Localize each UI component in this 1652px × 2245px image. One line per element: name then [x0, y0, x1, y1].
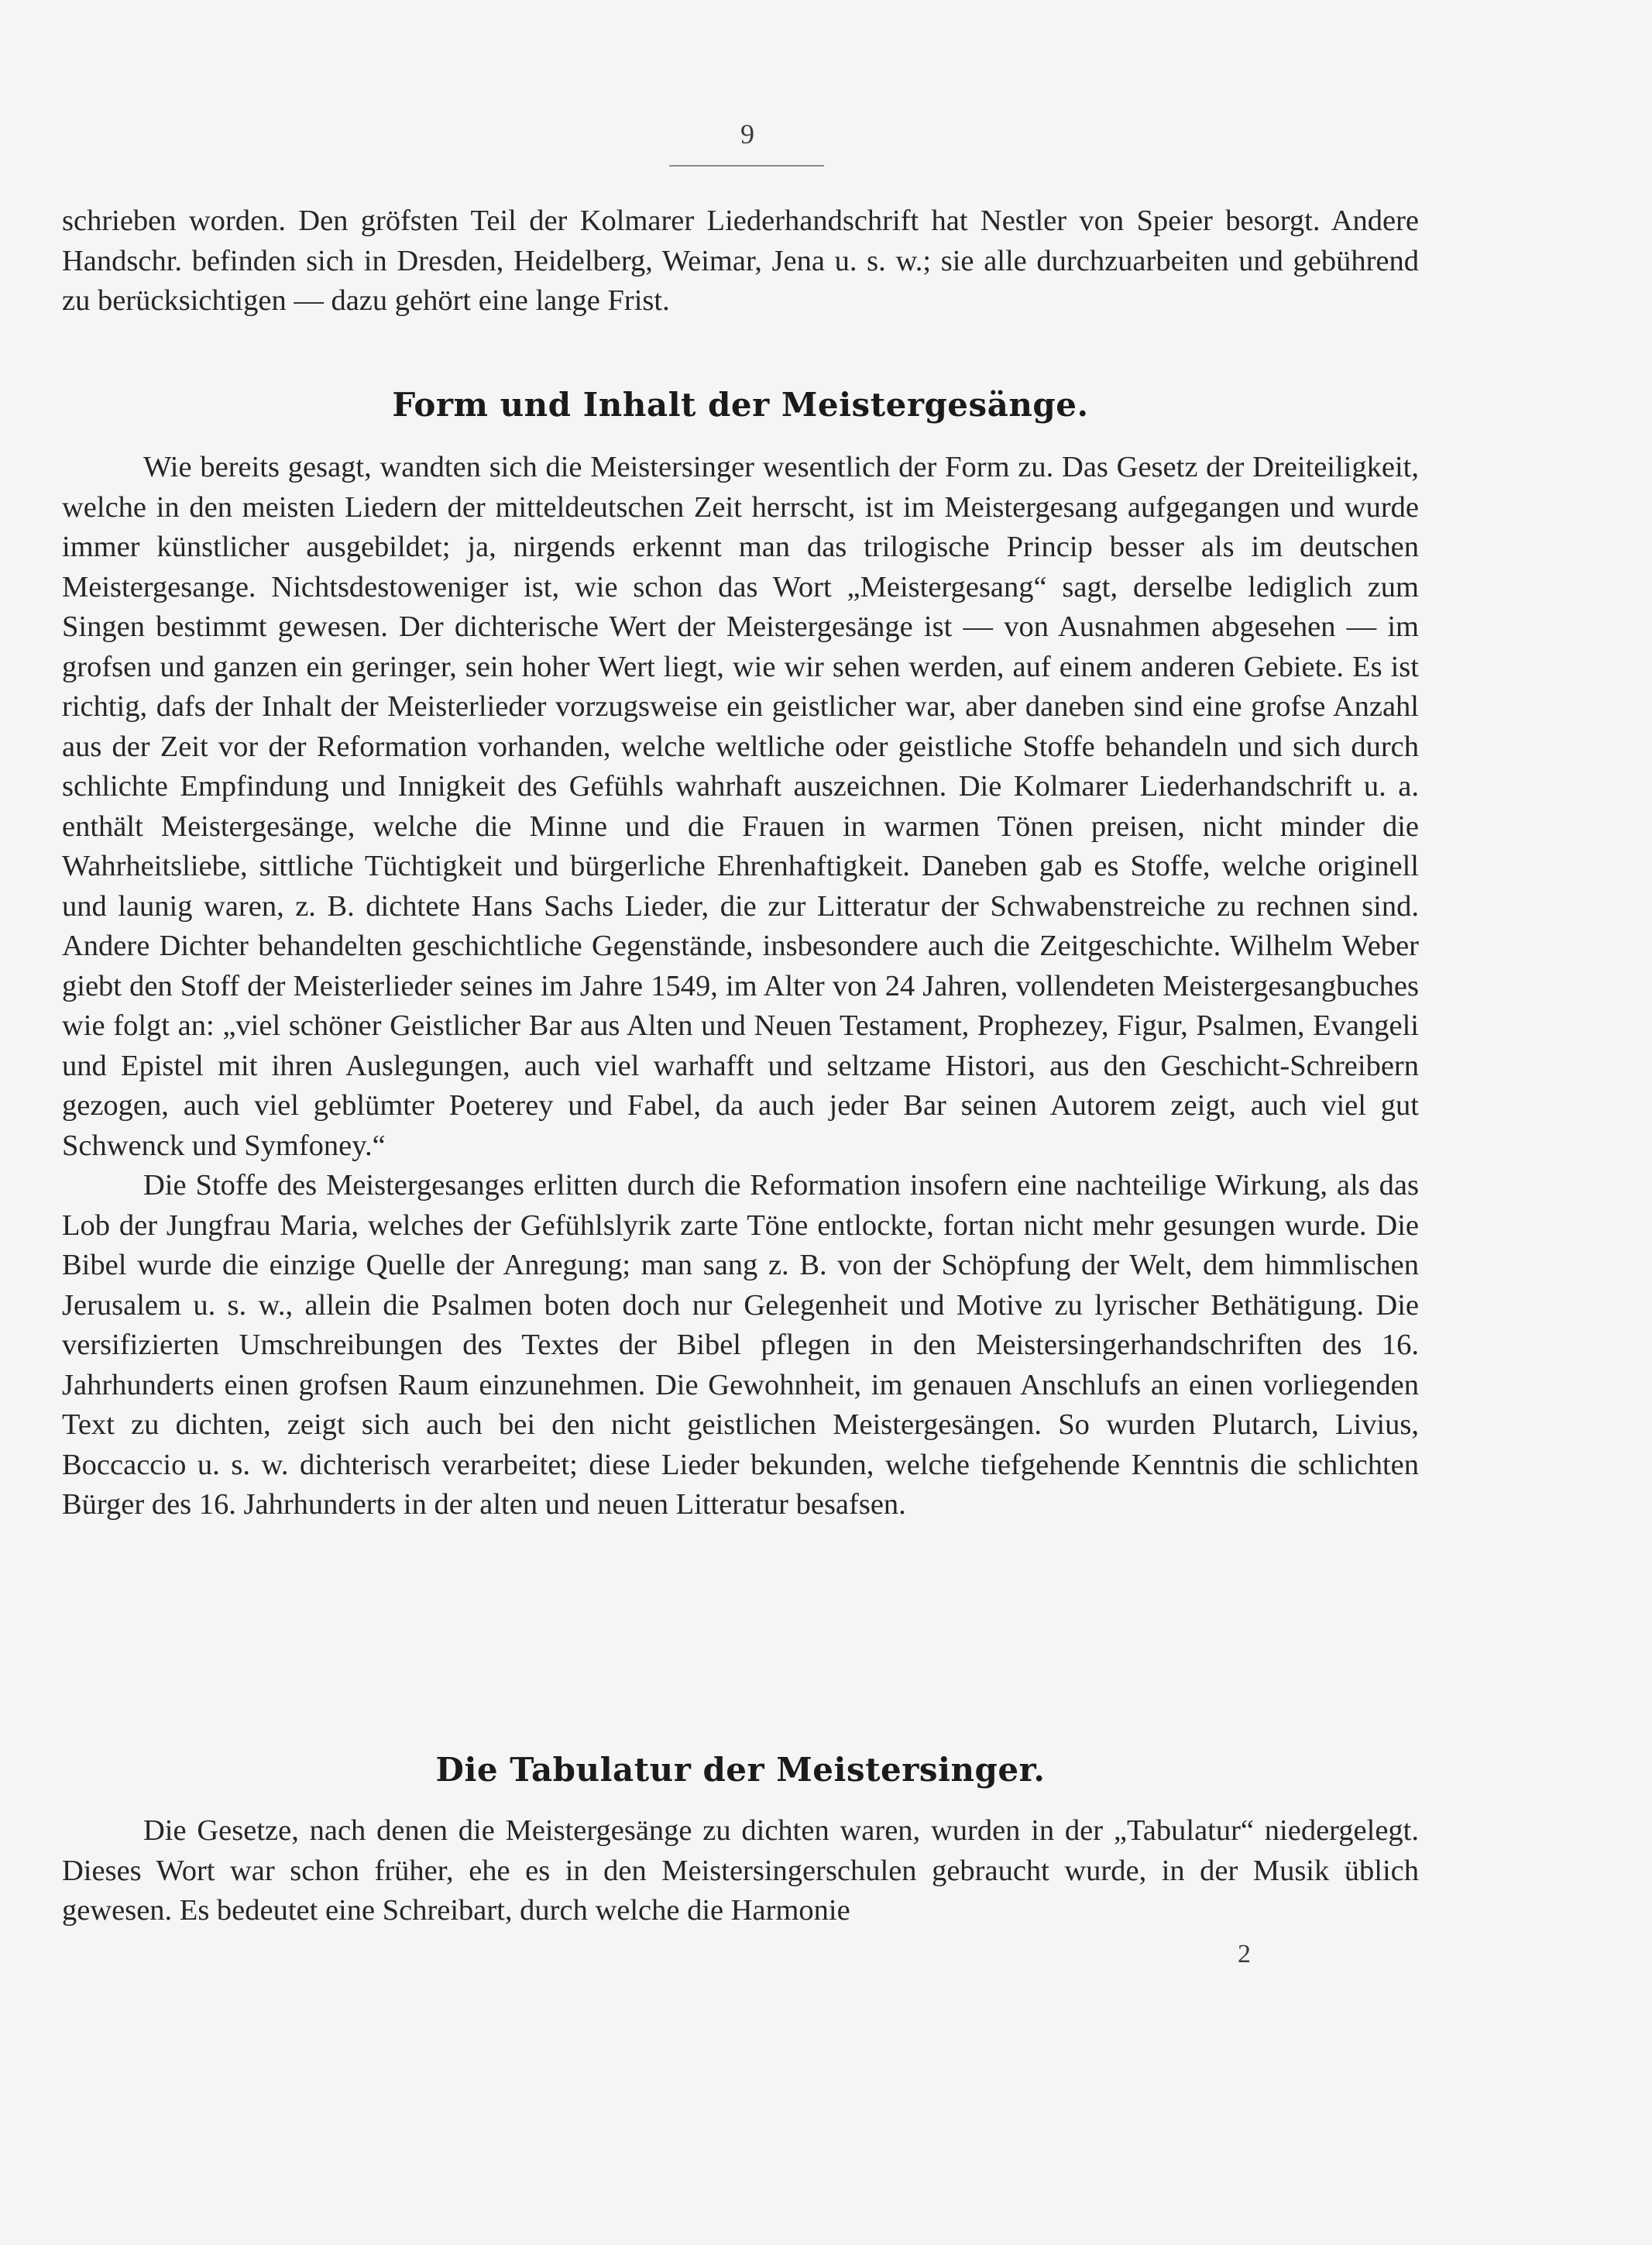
section-tabulatur-body	[62, 1811, 1419, 1931]
page-number-rule	[669, 165, 824, 167]
paragraph: Die Gesetze, nach denen die Meistergesänge zu dichten waren, wurden in der „Tabulatur“ niedergelegt. Dieses Wort war schon früher, ehe es in den Meistersingerschulen gebraucht wurde, in der Musik üblich gewesen. Es bedeutet eine Schreibart, durch welche die Harmonie	[62, 1814, 1419, 1927]
intro-text	[62, 201, 1419, 321]
paragraph: Die Stoffe des Meistergesanges erlitten durch die Reformation insofern eine nachteilige Wirkung, als das Lob der Jungfrau Maria, welches der Gefühlslyrik zarte Töne entlockte, fortan nicht mehr gesungen wurde. Die Bibel wurde die einzige Quelle der Anregung; man sang z. B. von der Schöpfung der Welt, dem himmlischen Jerusalem u. s. w., allein die Psalmen boten doch nur Gelegenheit und Motive zu lyrischer Bethätigung. Die versifizierten Umschreibungen des Textes der Bibel pflegen in den Meistersingerhandschriften des 16. Jahrhunderts einen grofsen Raum einzunehmen. Die Gewohnheit, im genauen Anschlufs an einen vorliegenden Text zu dichten, zeigt sich auch bei den nicht geistlichen Meistergesängen. So wurden Plutarch, Livius, Boccaccio u. s. w. dichterisch verarbeitet; diese Lieder bekunden, welche tiefgehende Kenntnis die schlichten Bürger des 16. Jahrhunderts in der alten und neuen Litteratur besafsen.	[62, 1169, 1419, 1521]
paragraph: Wie bereits gesagt, wandten sich die Meistersinger wesentlich der Form zu. Das Gesetz der Dreiteiligkeit, welche in den meisten Liedern der mitteldeutschen Zeit herrscht, ist im Meistergesang aufgegangen und wurde immer künstlicher ausgebildet; ja, nirgends erkennt man das trilogische Princip besser als im deutschen Meistergesange. Nichtsdestoweniger ist, wie schon das Wort „Meistergesang“ sagt, derselbe lediglich zum Singen bestimmt gewesen. Der dichterische Wert der Meistergesänge ist — von Ausnahmen abgesehen — im grofsen und ganzen ein geringer, sein hoher Wert liegt, wie wir sehen werden, auf einem anderen Gebiete. Es ist richtig, dafs der Inhalt der Meisterlieder vorzugsweise ein geistlicher war, aber daneben sind eine grofse Anzahl aus der Zeit vor der Reformation vorhanden, welche weltliche oder geistliche Stoffe behandeln und sich durch schlichte Empfindung und Innigkeit des Gefühls wahrhaft auszeichnen. Die Kolmarer Liederhandschrift u. a. enthält Meistergesänge, welche die Minne und die Frauen in warmen Tönen preisen, nicht minder die Wahrheitsliebe, sittliche Tüchtigkeit und bürgerliche Ehrenhaftigkeit. Daneben gab es Stoffe, welche originell und launig waren, z. B. dichtete Hans Sachs Lieder, die zur Litteratur der Schwabenstreiche zu rechnen sind. Andere Dichter behandelten geschichtliche Gegenstände, insbesondere auch die Zeitgeschichte. Wilhelm Weber giebt den Stoff der Meisterlieder seines im Jahre 1549, im Alter von 24 Jahren, vollendeten Meistergesangbuches wie folgt an: „viel schöner Geistlicher Bar aus Alten und Neuen Testament, Prophezey, Figur, Psalmen, Evangeli und Epistel mit ihren Auslegungen, auch viel warhafft und seltzame Histori, aus den Geschicht-Schreibern gezogen, auch viel geblümter Poeterey und Fabel, da auch jeder Bar seinen Autorem zeigt, auch viel gut Schwenck und Symfoney.“	[62, 451, 1419, 1162]
section-heading-tabulatur: Die Tabulatur der Meistersinger.	[435, 1751, 1046, 1789]
intro-paragraph: schrieben worden. Den gröfsten Teil der Kolmarer Liederhandschrift hat Nestler von Speier besorgt. Andere Handschr. befinden sich in Dresden, Heidelberg, Weimar, Jena u. s. w.; sie alle durchzuarbeiten und gebührend zu berücksichtigen — dazu gehört eine lange Frist.	[62, 205, 1419, 317]
section-heading-form: Form und Inhalt der Meistergesänge.	[392, 386, 1089, 424]
page-number: 9	[740, 119, 754, 150]
section-form-body	[62, 448, 1419, 1525]
signature-mark: 2	[1238, 1940, 1251, 1968]
